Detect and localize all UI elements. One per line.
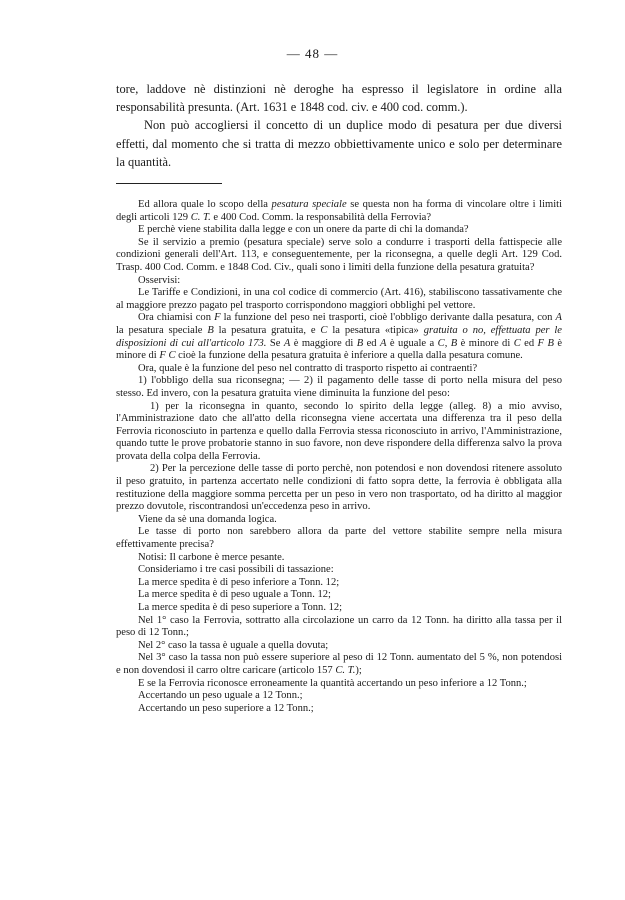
symbol-C: C bbox=[437, 337, 445, 349]
footnote-paragraph-18: Nel 1° caso la Ferrovia, sottratto alla circolazione un carro da 12 Tonn. ha diritto alla tassa per il peso di 12 Tonn.; bbox=[116, 614, 562, 639]
main-text bbox=[116, 80, 562, 171]
footnote-paragraph-22: Accertando un peso uguale a 12 Tonn.; bbox=[138, 690, 303, 702]
footnote-paragraph-16: La merce spedita è di peso uguale a Tonn. 12; bbox=[138, 589, 331, 601]
footnote-paragraph-13: Notisi: Il carbone è merce pesante. bbox=[138, 551, 285, 563]
symbol-A: A bbox=[283, 337, 291, 349]
text-run: Nel 3° caso la tassa non può essere superiore al peso di 12 Tonn. aumentato del 5 %, non potendosi e non dovendosi il carro oltre caricare (articolo 157 bbox=[116, 652, 562, 676]
italic-run: C. T. bbox=[190, 211, 211, 223]
text-run: Ed allora quale lo scopo della bbox=[138, 199, 272, 210]
footnote-paragraph-23: Accertando un peso superiore a 12 Tonn.; bbox=[138, 702, 314, 714]
symbol-B: B bbox=[450, 337, 458, 349]
symbol-F: F bbox=[537, 337, 544, 349]
footnote-paragraph-7: Ora, quale è la funzione del peso nel contratto di trasporto rispetto ai contraenti? bbox=[138, 362, 478, 374]
text-run: se questa non ha forma di vincolare oltre i limiti degli articoli 129 bbox=[116, 199, 563, 223]
footnote-separator bbox=[116, 183, 222, 184]
italic-run: gratuita o no, effettuata per le disposizioni di cui all'articolo 173. bbox=[116, 324, 562, 349]
text-run: ed bbox=[363, 337, 380, 349]
text-run: è minore di bbox=[116, 337, 562, 362]
symbol-A: A bbox=[555, 312, 562, 324]
footnote-paragraph-12: Le tasse di porto non sarebbero allora da parte del vettore stabilite sempre nella misura effettivamente precisa? bbox=[116, 526, 562, 551]
text-run: la pesatura «tipica» bbox=[327, 324, 424, 336]
footnote-paragraph-2: E perchè viene stabilita dalla legge e con un onere da parte di chi la domanda? bbox=[138, 224, 469, 236]
text-run: è uguale a bbox=[386, 337, 438, 349]
footnote-paragraph-20 bbox=[116, 652, 562, 677]
symbol-B: B bbox=[356, 337, 364, 349]
symbol-C: C bbox=[513, 337, 521, 349]
text-run: e 400 Cod. Comm. la responsabilità della Ferrovia? bbox=[210, 211, 431, 223]
text-run: Se bbox=[266, 337, 284, 349]
footnote bbox=[116, 199, 562, 715]
text-run: Ora chiamisi con bbox=[138, 312, 215, 324]
symbol-B: B bbox=[207, 324, 214, 336]
footnote-paragraph-8: 1) l'obbligo della sua riconsegna; — 2) il pagamento delle tasse di porto nella misura del peso stesso. Ed invero, con la pesatura gratuita viene diminuita la funzione del peso: bbox=[116, 375, 562, 399]
symbol-B: B bbox=[547, 337, 554, 349]
footnote-paragraph-15: La merce spedita è di peso inferiore a Tonn. 12; bbox=[138, 576, 340, 588]
footnote-paragraph-17: La merce spedita è di peso superiore a Tonn. 12; bbox=[138, 602, 343, 613]
footnote-paragraph-11: Viene da sè una domanda logica. bbox=[138, 513, 277, 525]
text-run: ed bbox=[520, 337, 538, 349]
body-paragraph-1: tore, laddove nè distinzioni nè deroghe ha espresso il legislatore in ordine alla responsabilità presunta. (Art. 1631 e 1848 cod. civ. e 400 cod. comm.). bbox=[116, 82, 562, 115]
footnote-paragraph-4: Osservisi: bbox=[138, 274, 181, 286]
footnote-paragraph-19: Nel 2° caso la tassa è uguale a quella dovuta; bbox=[138, 639, 329, 651]
text-run: , bbox=[444, 337, 451, 349]
symbol-FC: F C bbox=[159, 350, 176, 362]
footnote-paragraph-21: E se la Ferrovia riconosce erroneamente la quantità accertando un peso inferiore a 12 Tonn.; bbox=[138, 677, 527, 689]
text-run: la pesatura speciale bbox=[116, 324, 208, 336]
footnote-paragraph-6 bbox=[116, 312, 562, 362]
italic-run: pesatura speciale bbox=[271, 199, 347, 210]
text-run: è minore di bbox=[457, 337, 514, 349]
italic-run: C. T. bbox=[335, 664, 356, 676]
footnote-paragraph-1 bbox=[116, 199, 562, 224]
symbol-A: A bbox=[380, 337, 387, 349]
body-paragraph-2: Non può accogliersi il concetto di un duplice modo di pesatura per due diversi effetti, dal momento che si tratta di mezzo obbiettivamente unico e solo per determinare la quantità. bbox=[116, 118, 562, 169]
text-run: è maggiore di bbox=[290, 337, 357, 349]
symbol-F: F bbox=[214, 312, 221, 324]
symbol-C: C bbox=[320, 324, 328, 336]
text-run: cioè la funzione della pesatura gratuita è inferiore a quella dalla pesatura comune. bbox=[175, 350, 523, 362]
footnote-paragraph-10: 2) Per la percezione delle tasse di porto perchè, non potendosi e non dovendosi ritenere assoluto il peso gratuito, in partenza accertato nelle condizioni di fatto sopra dette, la ferrovia è obbligata alla restituzione della maggiore somma percetta per un peso in vero non trasportato, od ha diritto al maggior prezzo dovutole, riscontrandosi un'eccedenza peso in arrivo. bbox=[116, 463, 562, 513]
page-number: — 48 — bbox=[286, 46, 339, 61]
footnote-paragraph-14: Consideriamo i tre casi possibili di tassazione: bbox=[138, 564, 334, 576]
text-run: ); bbox=[355, 664, 362, 676]
text-run: la funzione del peso nei trasporti, cioè l'obbligo derivante dalla pesatura, con bbox=[220, 312, 556, 324]
text-run: la pesatura gratuita, e bbox=[213, 324, 321, 336]
footnote-paragraph-5: Le Tariffe e Condizioni, in una col codice di commercio (Art. 416), stabiliscono tassativamente che al maggiore prezzo pagato pel trasporto corrispondono maggiori obblighi pel vettore. bbox=[116, 287, 562, 311]
footnote-paragraph-9: 1) per la riconsegna in quanto, secondo lo spirito della legge (alleg. 8) a mio avviso, l'Amministrazione dato che all'atto della riconsegna viene accertata una differenza tra il peso della Ferrovia riconosciuto in partenza e quello dalla Ferrovia stessa riconosciuto in arrivo, l'Amministrazione, quando tutte le prove probatorie stanno in suo favore, non deve rispondere della differenza salvo la prova provata della colpa della Ferrovia. bbox=[116, 400, 562, 462]
footnote-paragraph-3: Se il servizio a premio (pesatura speciale) serve solo a condurre i trasporti della fattispecie alle condizioni generali dell'Art. 113, e conseguentemente, per la riconsegna, a quelle degli Art. 129 Cod. Trasp. 400 Cod. Comm. e 1848 Cod. Civ., quali sono i limiti della funzione della pesatura gratuita? bbox=[116, 236, 562, 273]
